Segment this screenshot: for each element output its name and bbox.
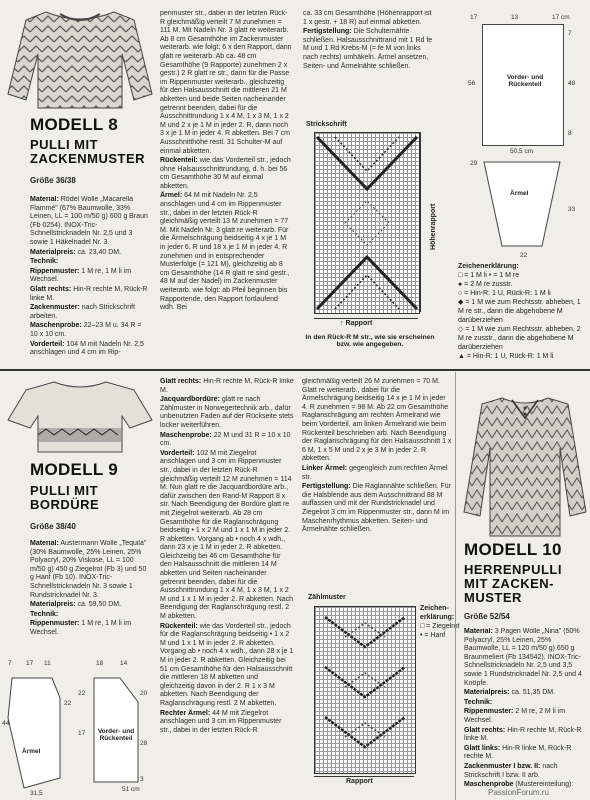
schema-9-sleeve-label: Ärmel bbox=[22, 748, 41, 755]
schema-sleeve-width: 22 bbox=[520, 252, 528, 259]
instruction-paragraph: Rückenteil: wie das Vorderteil str., jedoch ohne Halsausschnittrundung, d. h. bei 56 cm Gesamthöhe 30 M auf einmal abketten. bbox=[160, 157, 291, 190]
model-8-column-1 bbox=[30, 196, 150, 366]
model-9-subtitle-line-2: BORDÜRE bbox=[30, 497, 100, 512]
schema-9-measure: 11 bbox=[44, 660, 51, 667]
sweater-illustration-modell-9 bbox=[6, 376, 154, 454]
schema-body-height-2: 56 bbox=[468, 80, 476, 87]
model-9-column-2 bbox=[160, 378, 294, 796]
sweater-illustration-modell-10 bbox=[462, 392, 588, 538]
schema-9-measure: 31,5 bbox=[30, 790, 43, 797]
instruction-paragraph: Material: Rödel Wolle „Macarella Flammé" (67% Baumwolle, 33% Leinen, LL = 100 m/50 g) 600 g Braun (Fb 0254). INOX-Tric-Schnellstricknadeln Nr. 2,5 und 3 sowie 1 Häkelnadel Nr. 3. bbox=[30, 196, 148, 246]
legend-item: ◆ = 1 M wie zum Rechtsstr. abheben, 1 M re str., dann die abgehobene M darüberziehen bbox=[458, 299, 581, 324]
instruction-paragraph: Materialpreis: ca. 51,35 DM. bbox=[464, 689, 556, 697]
instruction-paragraph: Technik: bbox=[30, 610, 59, 618]
count-repeat-label: Rapport bbox=[346, 778, 373, 785]
instruction-paragraph: Ärmel: 64 M mit Nadeln Nr. 2,5 anschlagen und 4 cm im Rippenmuster str., dabei in der letzten Rück-R gleichmäßig verteilt 13 M zunehmen = 77 M. Mit Nadeln Nr. 3 glatt re weiterarb. Für die Ärmelschrägung beidseitig 4 x je 1 M in jeder 6. R und 18 x je 1 M in jeder 4. R zunehmen und in entsprechender Musterfolge (= 121 M), gleichzeitig ab 8 cm Gesamthöhe (14 R glatt re sind gestr., 48 M auf der Nadel) im Zackenmuster weiterarb. wie folgt: ab Pfeil beginnen bis Rapportende, den Rapport fortlaufend wdh. Bei bbox=[160, 192, 290, 312]
count-chart-grid bbox=[314, 606, 416, 774]
instruction-paragraph: Jacquardbordüre: glatt re nach Zählmuster in Norwegertechnik arb., dafür unbenutzten Faden auf der Rückseite stets locker weiterführen. bbox=[160, 396, 294, 429]
schema-9-measure: 20 bbox=[140, 690, 148, 697]
model-8-subtitle-line-2: ZACKENMUSTER bbox=[30, 151, 146, 166]
instruction-paragraph: Rückenteil: wie das Vorderteil str., jedoch für die Raglanschrägung beidseitig • 1 x 2 M und 1 x 1 M in jeder 2. R abketten. Vorgang ab • noch 4 x wdh., dann 28 x je 1 M in jeder 2. R abketten. Gleichzeitig bei 51 cm Gesamthöhe für den Halsausschnitt die mittleren 18 M abketten und gleichzeitig davon in der 2. R 1 x 3 M abketten. Nach Beendigung der Raglanschrägung restl. 2 M abketten. bbox=[160, 622, 294, 707]
schema-top-measure-1: 17 bbox=[470, 14, 478, 21]
legend-item: □ = Ziegelrot bbox=[420, 623, 460, 630]
instruction-paragraph: Glatt rechts: Hin-R rechte M, Rück-R linke M. bbox=[160, 378, 294, 394]
repeat-arrow-line bbox=[314, 318, 418, 319]
count-repeat-line bbox=[314, 776, 414, 777]
instruction-paragraph: Maschenprobe (Mustereinteilung): bbox=[464, 781, 574, 788]
schema-sleeve-label: Ärmel bbox=[510, 190, 529, 197]
model-8-column-3 bbox=[303, 10, 433, 110]
legend-item: ● = 2 M re zusstr. bbox=[458, 281, 513, 288]
column-divider bbox=[455, 372, 456, 800]
instruction-paragraph: Fertigstellung: Die Schulternähte schließen. Halsausschnittrand mit 1 Rd fe M und 1 Rd Krebs-M (= fe M von links nach rechts) umhäkeln. Ärmel ansetzen, Seiten- und Ärmelnähte schließen. bbox=[303, 28, 433, 70]
model-10-subtitle-line-1: HERRENPULLI bbox=[464, 562, 562, 577]
schema-9-measure: 44 bbox=[2, 720, 10, 727]
instruction-paragraph: Material: Austermann Wolle „Tequila" (30% Baumwolle, 25% Leinen, 25% Polyacryl, 20% Viskose, LL = 100 m/50 g) 450 g Ziegelrot (Fb 3) und 50 g Hanf (Fb 10). INOX-Tric-Schnellstricknadeln Nr. 3 sowie 1 Rundstricknadel Nr. 3. bbox=[30, 540, 147, 599]
knitting-chart-title: Strickschrift bbox=[306, 121, 347, 128]
model-10-subtitle-line-2: MIT ZACKEN- bbox=[464, 576, 554, 591]
instruction-paragraph: Rippenmuster: 1 M re, 1 M li im Wechsel. bbox=[30, 620, 132, 636]
schema-9-measure: 14 bbox=[120, 660, 128, 667]
model-9-subtitle-line-1: PULLI MIT bbox=[30, 483, 99, 498]
schema-sleeve-height: 33 bbox=[568, 206, 576, 213]
legend-title: Zeichenerklärung: bbox=[458, 263, 519, 270]
model-9-size: Größe 38/40 bbox=[30, 522, 76, 531]
chart-note: In den Rück-R M str., wie sie erscheinen bzw. wie angegeben. bbox=[305, 334, 435, 348]
legend-item: ◇ = 1 M wie zum Rechtsstr. abheben, 2 M re zusstr., dann die abgehobene M darüberziehen bbox=[458, 326, 581, 351]
schema-body-height-1: 48 bbox=[568, 80, 576, 87]
sweater-illustration-modell-8 bbox=[6, 4, 154, 112]
instruction-paragraph: Technik: bbox=[464, 698, 493, 706]
legend-item: ▲ = Hin-R: 1 U, Rück-R: 1 M li bbox=[458, 353, 554, 360]
model-9-column-1 bbox=[30, 540, 150, 652]
schema-top-measure-2: 13 bbox=[511, 14, 519, 21]
instruction-paragraph: Glatt rechts: Hin-R rechte M, Rück-R linke M. bbox=[30, 285, 148, 302]
repeat-label: ↑ Rapport bbox=[340, 320, 373, 327]
instruction-paragraph: Vorderteil: 104 M mit Nadeln Nr. 2,5 anschlagen und 4 cm im Rip- bbox=[30, 340, 144, 357]
schema-9-measure: 17 bbox=[78, 730, 86, 737]
model-9-legend bbox=[420, 604, 460, 640]
instruction-paragraph: Glatt rechts: Hin-R rechte M, Rück-R linke M. bbox=[464, 726, 582, 743]
instruction-paragraph: penmuster str., dabei in der letzten Rück-R gleichmäßig verteilt 7 M zunehmen = 111 M. Mit Nadeln Nr. 3 glatt re weiterarb. Ab 8 cm Gesamthöhe im Zackenmuster weiterarb. wie folgt: 6 x den Rapport, dann glatt re weiterarb. Ab ca. 48 cm Gesamthöhe (9 Rapporte) zunehmen 2 x gestr.) 2 R glatt re str., dann für die Passe im Rippenmuster weiterarb., gleichzeitig für den Halsausschnitt die mittleren 21 M abketten und beide Seiten nacheinander getrennt beenden, dabei für die Ausschnittrundung 1 x 4 M, 1 x 3 M, 1 x 2 M und 2 x je 1 M in jeder 2. R, dann noch 3 x je 1 M in jeder 4. R abketten. Bei 7 cm Ausschnitthöhe restl. 31 Schulter-M auf einmal abketten. bbox=[160, 10, 292, 155]
height-repeat-label: Höhenrapport bbox=[430, 203, 437, 250]
model-10-title: MODELL 10 bbox=[464, 540, 562, 559]
knitting-chart-grid bbox=[314, 132, 420, 314]
schema-sleeve-top-height: 29 bbox=[470, 160, 478, 167]
instruction-paragraph: Vorderteil: 102 M mit Ziegelrot anschlagen und 3 cm im Rippenmuster str., dabei in der letzten Rück-R gleichmäßig verteilt 12 M zunehmen = 114 M. Nun glatt re die Jacquardbordüre arb., dafür zwischen den Rand-M Rapport 8 x str. Nach Beendigung der Bordüre glatt re mit Ziegelrot weiterarb. Ab 28 cm Gesamthöhe für die Raglanschrägung beidseitig • 1 x 2 M und 1 x 1 M in jeder 2. R abketten. Vorgang ab • noch 4 x wdh., dann 23 x je 1 M in jeder 2. R abketten. Gleichzeitig bei 46 cm Gesamthöhe für den Halsausschnitt die mittleren 14 M abketten und Seiten nacheinander getrennt beenden, dabei für die Ausschnittrundung 1 x 4 M, 1 x 3 M, 1 x 2 M und 1 x 1 M in jeder 2. R abketten. Nach Beendigung der Raglanschrägung restl. 2 M abketten. bbox=[160, 449, 294, 621]
schema-9-measure: 51 cm bbox=[122, 786, 140, 793]
model-9-title: MODELL 9 bbox=[30, 460, 119, 479]
watermark: PassionForum.ru bbox=[488, 788, 549, 797]
legend-item: ○ = Hin-R: 1 U, Rück-R: 1 M li bbox=[458, 290, 551, 297]
schema-9-measure: 28 bbox=[140, 740, 148, 747]
schema-9-measure: 22 bbox=[78, 690, 86, 697]
model-8-legend bbox=[458, 262, 586, 361]
model-8-column-2 bbox=[160, 10, 292, 366]
schema-9-measure: 17 bbox=[26, 660, 34, 667]
instruction-paragraph: Zackenmuster: nach Strickschrift arbeiten. bbox=[30, 304, 136, 320]
instruction-paragraph: Fertigstellung: Die Raglannähte schließen. Für die Halsblende aus dem Ausschnittrand 88 M auffassen und mit der Rundstricknadel und Ziegelrot 3 cm im Rippenmuster str., dann M im Maschenrhythmus abketten. Seiten- und Ärmelnähte schließen. bbox=[302, 483, 452, 534]
instruction-paragraph: Material: 3 Pagen Wolle „Nina" (50% Polyacryl, 25% Leinen, 25% Baumwolle, LL = 120 m/50 g) 650 g Braunmeliert (Fb 134542). INOX-Tric-Schnellstricknadeln Nr. 2,5 und 3,5 sowie 1 Rundstricknadel Nr. 2,5 und 4 Knöpfe. bbox=[464, 628, 582, 687]
model-10-column bbox=[464, 628, 586, 788]
schema-body-label: Vorder- und Rückenteil bbox=[506, 74, 544, 88]
schema-9-measure: 18 bbox=[96, 660, 104, 667]
instruction-paragraph: Materialpreis: ca. 59,50 DM. bbox=[30, 601, 122, 609]
model-9-column-3 bbox=[302, 378, 452, 588]
legend-title: Zeichen-erklärung: bbox=[420, 605, 455, 621]
schema-top-measure-3: 17 cm bbox=[552, 14, 570, 21]
count-chart-title: Zählmuster bbox=[308, 594, 346, 601]
instruction-paragraph: ca. 33 cm Gesamthöhe (Höhenrapport ist 1 x gestr. + 18 R) auf einmal abketten. bbox=[303, 10, 432, 26]
instruction-paragraph: Maschenprobe: 22–23 M u. 34 R = 10 x 10 cm. bbox=[30, 322, 142, 338]
instruction-paragraph: Glatt links: Hin-R linke M, Rück-R rechte M. bbox=[464, 744, 572, 761]
instruction-paragraph: Rippenmuster: 1 M re, 1 M li im Wechsel. bbox=[30, 267, 132, 284]
instruction-paragraph: Materialpreis: ca. 23,40 DM. bbox=[30, 248, 122, 256]
legend-item: • = Hanf bbox=[420, 632, 446, 639]
model-8-title: MODELL 8 bbox=[30, 115, 119, 134]
schema-sleeve-piece bbox=[482, 160, 562, 250]
model-8-subtitle-line-1: PULLI MIT bbox=[30, 137, 99, 152]
model-10-size: Größe 52/54 bbox=[464, 612, 510, 621]
model-10-subtitle-line-3: MUSTER bbox=[464, 590, 522, 605]
section-divider bbox=[0, 369, 590, 371]
instruction-paragraph: Rechter Ärmel: 44 M mit Ziegelrot anschlagen und 3 cm im Rippenmuster str., dabei in der letzten Rück-R bbox=[160, 709, 282, 734]
schema-neck-height: 7 bbox=[568, 30, 572, 37]
instruction-paragraph: Rippenmuster: 2 M re, 2 M li im Wechsel. bbox=[464, 708, 566, 724]
instruction-paragraph: Technik: bbox=[30, 258, 59, 266]
legend-item: □ = 1 M li • = 1 M re bbox=[458, 272, 520, 279]
instruction-paragraph: Maschenprobe: 22 M und 31 R = 10 x 10 cm. bbox=[160, 431, 291, 448]
schema-9-measure: 7 bbox=[8, 660, 12, 667]
schema-9-measure: 3 bbox=[140, 776, 144, 783]
instruction-paragraph: Zackenmuster I bzw. II: nach Strickschrift I bzw. II arb. bbox=[464, 762, 558, 779]
model-8-size: Größe 36/38 bbox=[30, 176, 76, 185]
border-motif bbox=[315, 607, 415, 773]
schema-9-measure: 22 bbox=[64, 700, 72, 707]
zigzag-motif bbox=[315, 133, 419, 313]
instruction-paragraph: gleichmäßig verteilt 26 M zunehmen = 70 M. Glatt re weiterarb., dabei für die Ärmelschrägung beidseitig 14 x je 1 M in jeder 4. R zunehmen = 98 M. Ab 22 cm Gesamthöhe Raglanschrägung am rechten Ärmelrand wie beim Vorderteil, am linken Ärmelrand wie beim Rückenteil beschrieben arb. Nach Beendigung der Raglanschrägung für den Halsausschnitt 1 x 6 M, 1 x 5 M und 2 x je 3 M in jeder 2. R abketten. bbox=[302, 378, 452, 463]
instruction-paragraph: Linker Ärmel: gegengleich zum rechten Ärmel str. bbox=[302, 464, 448, 481]
schema-9-body-label: Vorder- und Rückenteil bbox=[97, 728, 135, 742]
schema-body-width: 50,5 cm bbox=[510, 148, 534, 155]
schema-rib-height: 8 bbox=[568, 130, 572, 137]
